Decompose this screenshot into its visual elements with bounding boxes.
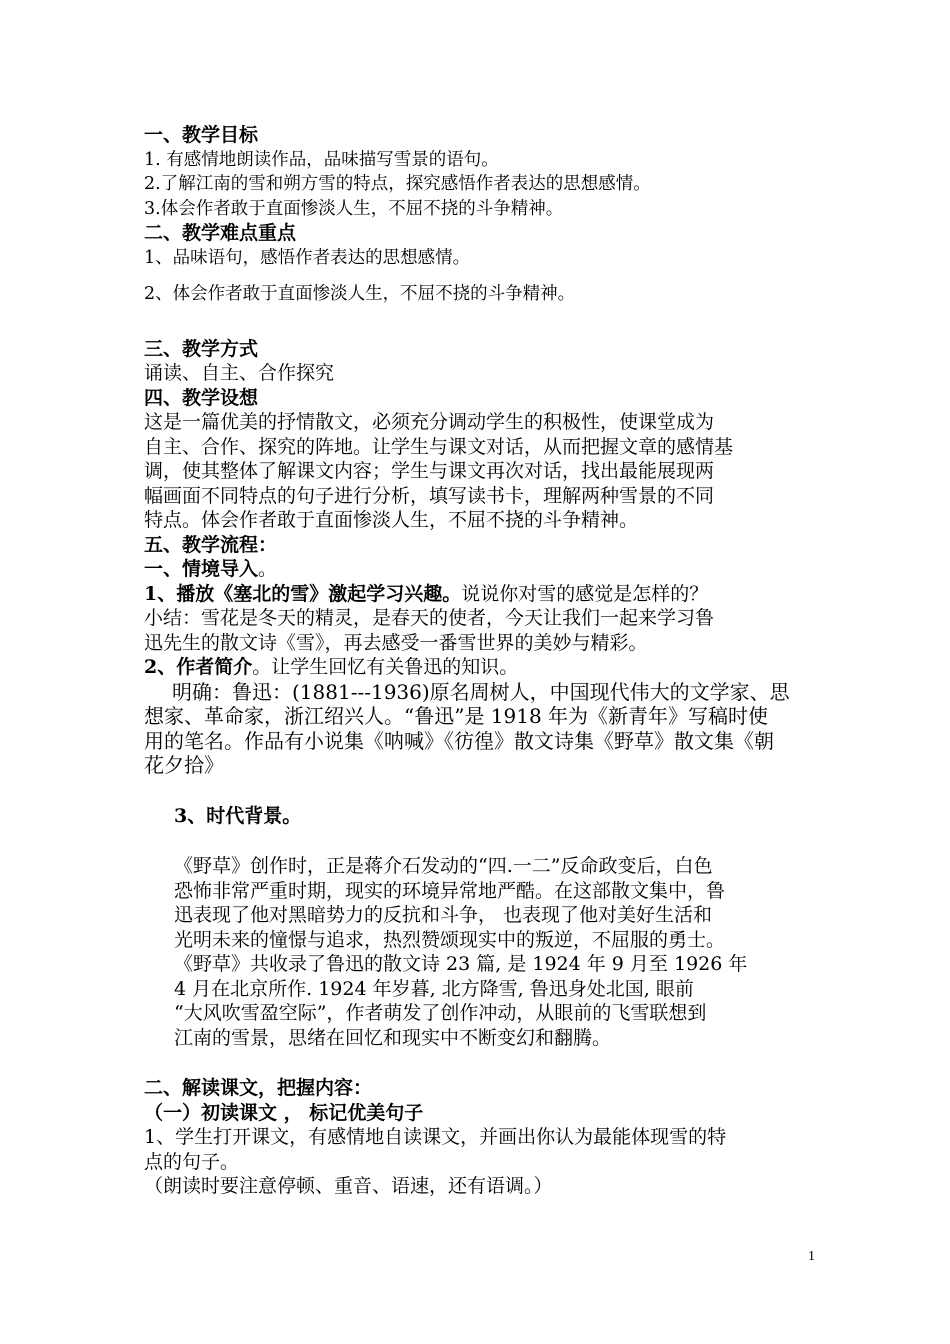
design-paragraph-line: 自主、合作、探究的阵地。让学生与课文对话，从而把握文章的感情基: [144, 435, 734, 458]
summary-line: 小结：雪花是冬天的精灵，是春天的使者，今天让我们一起来学习鲁: [144, 607, 715, 629]
step-item-3: 3、时代背景。: [174, 804, 302, 827]
reading-line: （朗读时要注意停顿、重音、语速，还有语调。）: [144, 1175, 553, 1197]
reading-line: 点的句子。: [144, 1150, 240, 1173]
author-intro-line: 用的笔名。作品有小说集《呐喊》《彷徨》散文诗集《野草》散文集《朝: [144, 728, 774, 753]
design-paragraph-line: 调，使其整体了解课文内容；学生与课文再次对话，找出最能展现两: [144, 460, 715, 482]
objective-item: 1. 有感情地朗读作品，品味描写雪景的语句。: [144, 149, 499, 170]
background-line: 光明未来的憧憬与追求，热烈赞颂现实中的叛逆，不屈服的勇士。: [174, 928, 726, 951]
background-line: 4 月在北京所作. 1924 年岁暮, 北方降雪, 鲁迅身处北国, 眼前: [174, 977, 694, 1000]
subsection-title-first-reading: （一）初读课文 ， 标记优美句子: [144, 1101, 424, 1124]
method-text: 诵读、自主、合作探究: [144, 362, 335, 384]
section-title-objectives: 一、教学目标: [144, 124, 259, 146]
section-title-process: 五、教学流程：: [144, 533, 278, 556]
background-line: “大风吹雪盈空际”，作者萌发了创作冲动，从眼前的飞雪联想到: [174, 1002, 707, 1024]
author-intro-line: 明确：鲁迅：(1881---1936)原名周树人，中国现代伟大的文学家、思: [172, 679, 790, 704]
background-line: 江南的雪景，思绪在回忆和现实中不断变幻和翻腾。: [174, 1026, 612, 1049]
step-item-2: 2、作者简介。让学生回忆有关鲁迅的知识。: [144, 656, 519, 678]
page-number: 1: [808, 1249, 815, 1264]
page-content: [144, 123, 810, 1199]
section-title-key-points: 二、教学难点重点: [144, 222, 297, 244]
design-paragraph-line: 特点。体会作者敢于直面惨淡人生，不屈不挠的斗争精神。: [144, 509, 639, 531]
key-point-item: 1、品味语句，感悟作者表达的思想感情。: [144, 247, 471, 268]
background-line: 恐怖非常严重时期，现实的环境异常地严酷。在这部散文集中，鲁: [174, 879, 726, 902]
design-paragraph-line: 幅画面不同特点的句子进行分析，填写读书卡，理解两种雪景的不同: [144, 484, 715, 507]
background-line: 迅表现了他对黑暗势力的反抗和斗争， 也表现了他对美好生活和: [174, 904, 713, 926]
section-title-design: 四、教学设想: [144, 386, 259, 409]
key-point-item: 2、体会作者敢于直面惨淡人生，不屈不挠的斗争精神。: [144, 284, 576, 304]
objective-item: 2.了解江南的雪和朔方雪的特点，探究感悟作者表达的思想感情。: [144, 174, 651, 194]
background-line: 《野草》创作时，正是蒋介石发动的“四.一二”反命政变后，白色: [174, 855, 713, 877]
summary-line: 迅先生的散文诗《雪》，再去感受一番雪世界的美妙与精彩。: [144, 631, 648, 654]
section-title-reading: 二、解读课文，把握内容：: [144, 1077, 373, 1099]
background-line: 《野草》共收录了鲁迅的散文诗 23 篇, 是 1924 年 9 月至 1926 年: [174, 953, 748, 975]
author-intro-line: 花夕拾》: [144, 753, 224, 777]
reading-line: 1、学生打开课文，有感情地自读课文，并画出你认为最能体现雪的特: [144, 1126, 727, 1148]
step-title-intro: 一、情境导入。: [144, 558, 278, 580]
objective-item: 3.体会作者敢于直面惨淡人生，不屈不挠的斗争精神。: [144, 198, 564, 219]
author-intro-line: 想家、革命家，浙江绍兴人。“鲁迅”是 1918 年为《新青年》写稿时使: [144, 704, 769, 728]
section-title-method: 三、教学方式: [144, 337, 259, 360]
step-item-1: 1、播放《塞北的雪》激起学习兴趣。说说你对雪的感觉是怎样的？: [144, 582, 709, 605]
design-paragraph-line: 这是一篇优美的抒情散文，必须充分调动学生的积极性，使课堂成为: [144, 411, 715, 433]
